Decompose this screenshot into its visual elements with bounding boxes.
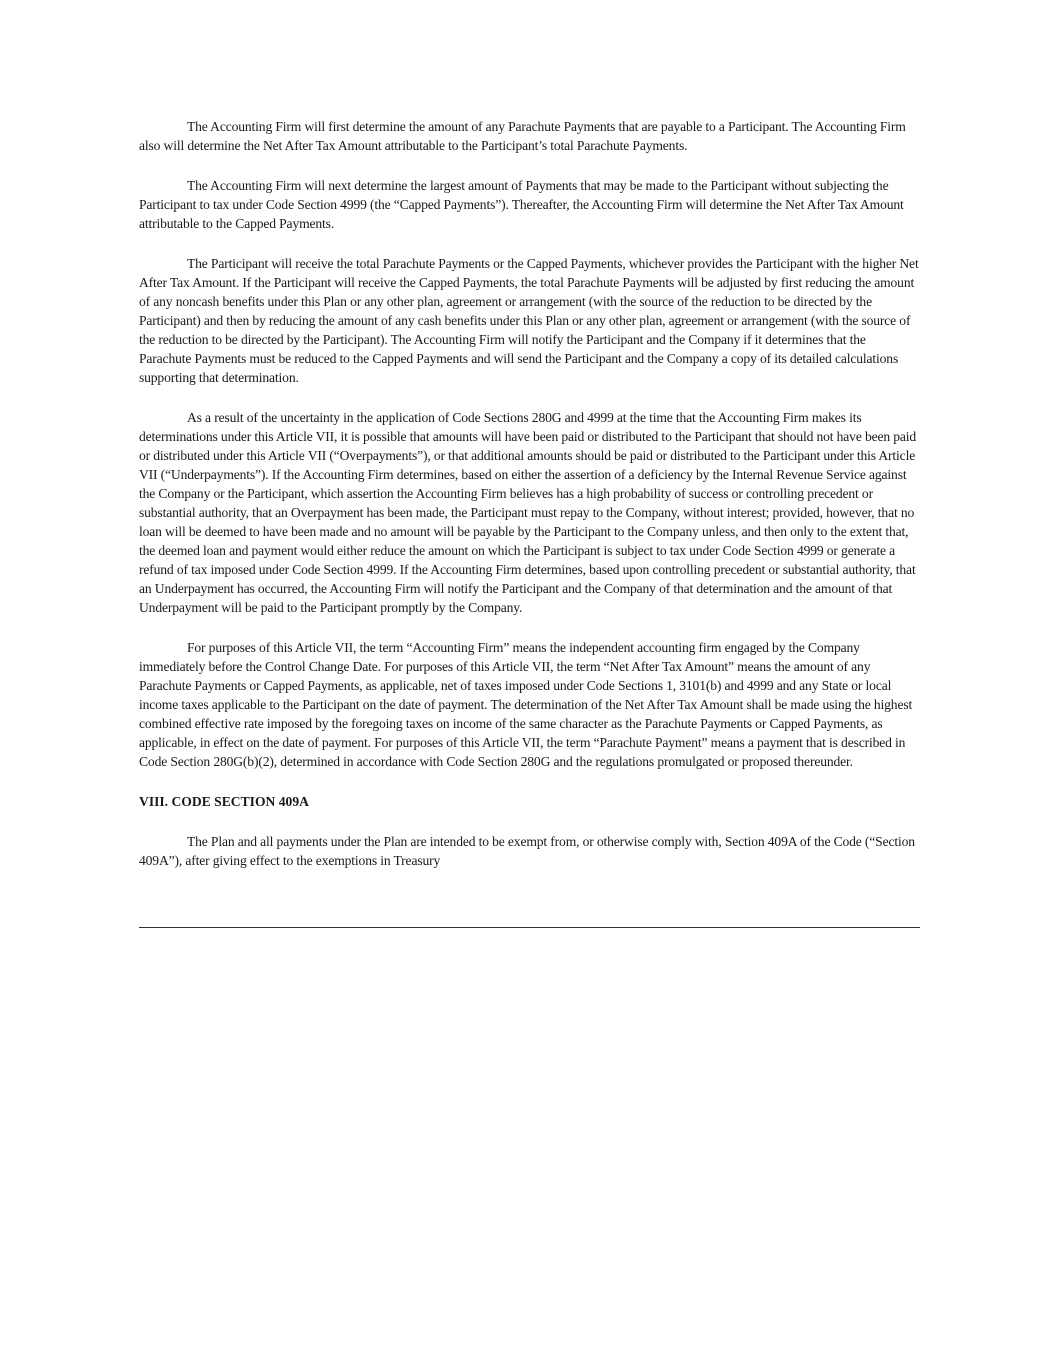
section-heading-409a: VIII. CODE SECTION 409A [139, 794, 309, 809]
footer-divider [139, 927, 920, 928]
paragraph-parachute-determination: The Accounting Firm will first determine the amount of any Parachute Payments that are payable to a Participant. The Accounting Firm also will determine the Net After Tax Amount attributable to the Participant’s total Parachute Payments. [139, 119, 906, 153]
paragraph-overpayments-underpayments: As a result of the uncertainty in the application of Code Sections 280G and 4999 at the time that the Accounting Firm makes its determinations under this Article VII, it is possible that amounts will have been paid or distributed to the Participant that should not have been paid or distributed under this Article VII (“Overpayments”), or that additional amounts should be paid or distributed to the Participant under this Article VII (“Underpayments”). If the Accounting Firm determines, based on either the assertion of a deficiency by the Internal Revenue Service against the Company or the Participant, which assertion the Accounting Firm believes has a high probability of success or controlling precedent or substantial authority, that an Overpayment has been made, the Participant must repay to the Company, without interest; provided, however, that no loan will be deemed to have been made and no amount will be payable by the Participant to the Company unless, and then only to the extent that, the deemed loan and payment would either reduce the amount on which the Participant is subject to tax under Code Section 4999 or generate a refund of tax imposed under Code Section 4999. If the Accounting Firm determines, based upon controlling precedent or substantial authority, that an Underpayment has occurred, the Accounting Firm will notify the Participant and the Company of that determination and the amount of that Underpayment will be paid to the Participant promptly by the Company. [139, 410, 917, 615]
document-page [139, 117, 920, 891]
paragraph-payment-reduction: The Participant will receive the total Parachute Payments or the Capped Payments, whichever provides the Participant with the higher Net After Tax Amount. If the Participant will receive the Capped Payments, the total Parachute Payments will be adjusted by first reducing the amount of any noncash benefits under this Plan or any other plan, agreement or arrangement (with the source of the reduction to be directed by the Participant) and then by reducing the amount of any cash benefits under this Plan or any other plan, agreement or arrangement (with the source of the reduction to be directed by the Participant). The Accounting Firm will notify the Participant and the Company if it determines that the Parachute Payments must be reduced to the Capped Payments and will send the Participant and the Company a copy of its detailed calculations supporting that determination. [139, 256, 919, 385]
paragraph-capped-payments: The Accounting Firm will next determine the largest amount of Payments that may be made to the Participant without subjecting the Participant to tax under Code Section 4999 (the “Capped Payments”). Thereafter, the Accounting Firm will determine the Net After Tax Amount attributable to the Capped Payments. [139, 178, 904, 231]
paragraph-409a-intro: The Plan and all payments under the Plan are intended to be exempt from, or otherwise comply with, Section 409A of the Code (“Section 409A”), after giving effect to the exemptions in Treasury [139, 834, 915, 868]
paragraph-definitions: For purposes of this Article VII, the term “Accounting Firm” means the independent accounting firm engaged by the Company immediately before the Control Change Date. For purposes of this Article VII, the term “Net After Tax Amount” means the amount of any Parachute Payments or Capped Payments, as applicable, net of taxes imposed under Code Sections 1, 3101(b) and 4999 and any State or local income taxes applicable to the Participant on the date of payment. The determination of the Net After Tax Amount shall be made using the highest combined effective rate imposed by the foregoing taxes on income of the same character as the Parachute Payments or Capped Payments, as applicable, in effect on the date of payment. For purposes of this Article VII, the term “Parachute Payment” means a payment that is described in Code Section 280G(b)(2), determined in accordance with Code Section 280G and the regulations promulgated or proposed thereunder. [139, 640, 913, 769]
